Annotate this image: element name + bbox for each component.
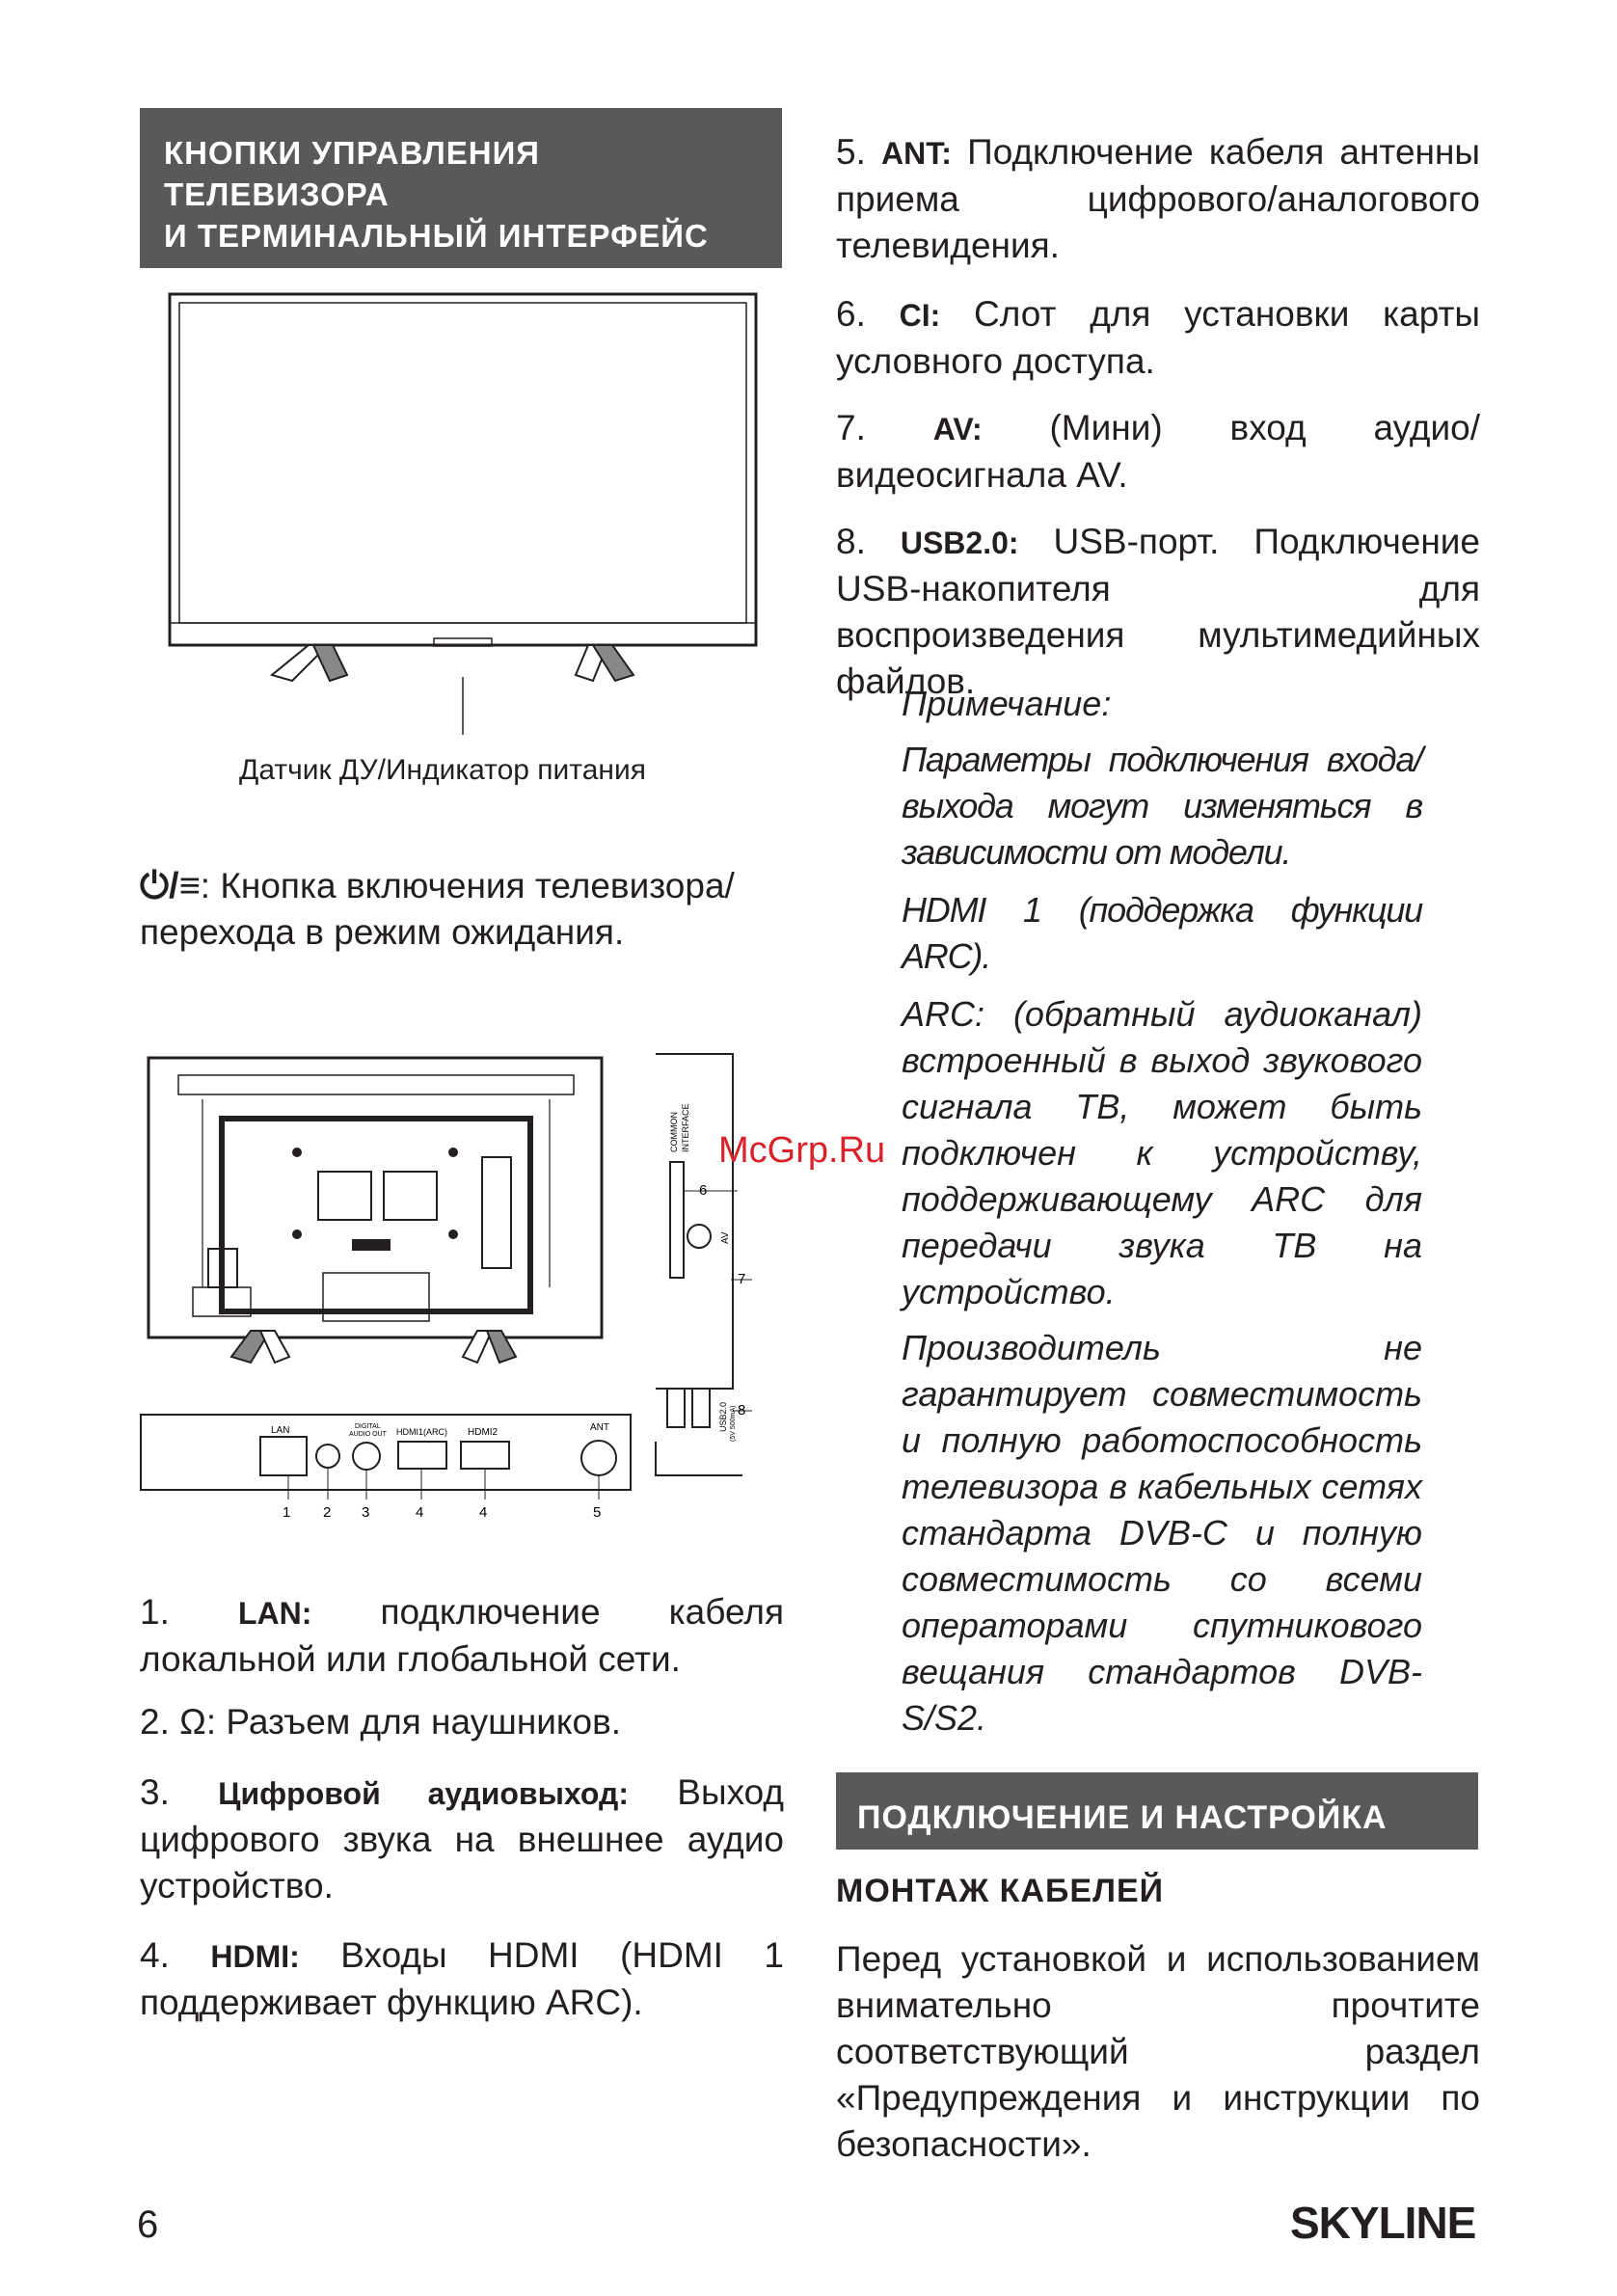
section-header-connection	[836, 1772, 1478, 1850]
callout-2: 2	[323, 1504, 332, 1521]
item-number: 2.	[140, 1702, 170, 1742]
power-standby-icon: ⏻/≡	[140, 866, 201, 906]
callout-8: 8	[738, 1402, 746, 1418]
power-text: : Кнопка включения телевизора/ перехода в режим ожидания.	[140, 866, 735, 952]
page-number: 6	[137, 2203, 159, 2246]
brand-logo: SKYLINE	[1290, 2198, 1476, 2248]
note-hdmi: HDMI 1 (поддержка функции ARC).	[902, 890, 1422, 976]
ci-label: COMMON	[669, 1112, 679, 1152]
item-number: 6.	[836, 294, 866, 334]
item-number: 5.	[836, 132, 866, 172]
item-ci	[836, 291, 1480, 385]
port-digital-label: DIGITAL	[355, 1423, 381, 1430]
note-warranty: Производитель не гарантирует совместимость и полную работоспособность телевизора в кабельных сетях стандарта DVB-C и полную совместимость со всеми операторами спутникового вещания стандартов DVB-S/S2.	[902, 1328, 1422, 1738]
callout-5: 5	[593, 1504, 602, 1521]
header-line: ТЕЛЕВИЗОРА	[164, 176, 390, 212]
note-params: Параметры подключения входа/выхода могут изменяться в зависимости от модели.	[902, 740, 1422, 872]
callout-3: 3	[362, 1504, 370, 1521]
item-digital-audio	[140, 1769, 784, 1909]
note-title: Примечание:	[902, 684, 1112, 723]
item-term: ANT:	[881, 136, 952, 171]
av-label: AV	[720, 1231, 731, 1244]
item-ant	[836, 129, 1480, 269]
port-hdmi2-label: HDMI2	[468, 1427, 499, 1438]
item-hdmi	[140, 1932, 784, 2026]
item-number: 8.	[836, 522, 866, 561]
tv-back-panel-diagram	[135, 1046, 752, 1528]
tv-front-illustration	[164, 289, 762, 743]
item-term: USB2.0:	[900, 526, 1019, 560]
ci-label: INTERFACE	[681, 1103, 690, 1152]
item-headphones	[140, 1699, 784, 1745]
port-ant-label: ANT	[590, 1422, 609, 1433]
item-term: Цифровой аудиовыход:	[218, 1776, 630, 1811]
usb-label: USB2.0	[718, 1401, 728, 1432]
item-text: : Разъем для наушников.	[205, 1702, 622, 1742]
item-usb	[836, 519, 1480, 705]
item-term: CI:	[899, 298, 941, 333]
install-text: Перед установкой и использованием внимательно прочтите соответствующий раздел «Предупреждения и инструкции по безопасности».	[836, 1939, 1480, 2164]
callout-4: 4	[416, 1504, 424, 1521]
item-text: подключение кабеля локальной или глобальной сети.	[140, 1592, 784, 1679]
item-text: Подключение кабеля антенны приема цифрового/аналогового телевидения.	[836, 132, 1480, 265]
item-av	[836, 405, 1480, 499]
port-digital-label: AUDIO OUT	[349, 1431, 387, 1438]
header-line: И ТЕРМИНАЛЬНЫЙ ИНТЕРФЕЙС	[164, 218, 709, 254]
item-number: 1.	[140, 1592, 170, 1632]
callout-1: 1	[283, 1504, 291, 1521]
item-term: LAN:	[237, 1596, 312, 1631]
power-button-description	[140, 863, 784, 956]
header-line: ПОДКЛЮЧЕНИЕ И НАСТРОЙКА	[857, 1799, 1388, 1836]
note-arc: ARC: (обратный аудиоканал) встроенный в выход звукового сигнала ТВ, может быть подключен к устройству, поддерживающему ARC для передачи звука ТВ на устройство.	[902, 994, 1422, 1311]
item-number: 3.	[140, 1772, 170, 1812]
header-line: КНОПКИ УПРАВЛЕНИЯ	[164, 135, 541, 171]
callout-7: 7	[738, 1271, 746, 1287]
callout-4b: 4	[479, 1504, 488, 1521]
callout-6: 6	[699, 1182, 708, 1199]
port-hdmi1-label: HDMI1(ARC)	[396, 1427, 447, 1437]
item-number: 7.	[836, 408, 866, 447]
item-text: (Мини) вход аудио/видеосигнала AV.	[836, 408, 1481, 495]
watermark: McGrp.Ru	[718, 1130, 886, 1171]
item-term: HDMI:	[210, 1939, 300, 1974]
section-header-controls	[140, 108, 782, 268]
item-text: USB-порт. Подключение USB-накопителя для воспроизведения мультимедийных файлов.	[836, 522, 1481, 701]
item-text: Выход цифрового звука на внешнее аудио устройство.	[140, 1772, 785, 1905]
item-term: AV:	[932, 412, 983, 446]
subheading-cable-mount: МОНТАЖ КАБЕЛЕЙ	[836, 1873, 1165, 1909]
usb-sublabel: (5V 500mA)	[730, 1405, 737, 1442]
item-lan	[140, 1589, 784, 1683]
item-text: Входы HDMI (HDMI 1 поддерживает функцию ARC).	[140, 1935, 785, 2022]
port-lan-label: LAN	[271, 1425, 290, 1436]
item-number: 4.	[140, 1935, 170, 1975]
headphones-icon: Ω	[179, 1702, 206, 1742]
item-text: Слот для установки карты условного доступа.	[836, 294, 1480, 381]
sensor-caption: Датчик ДУ/Индикатор питания	[239, 754, 646, 786]
